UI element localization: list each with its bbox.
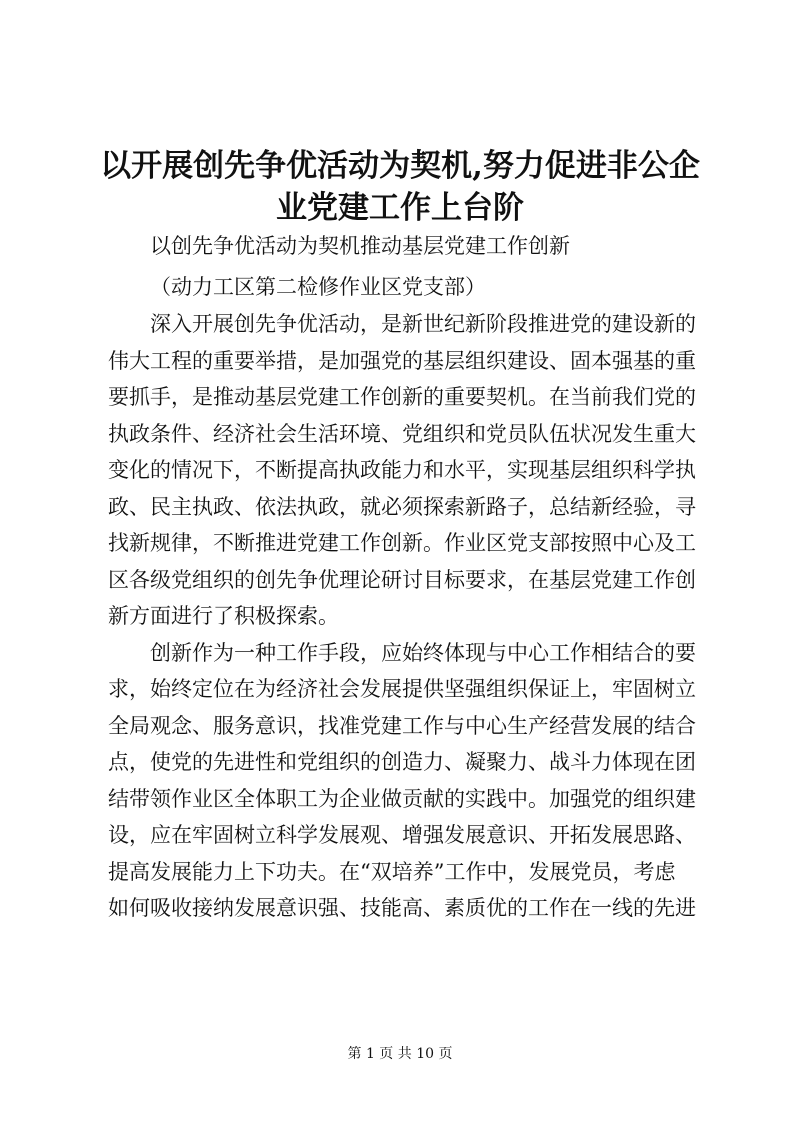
body-line: 新方面进行了积极探索。 [108,604,339,628]
body-line: 结带领作业区全体职工为企业做贡献的实践中。加强党的组织建 [108,786,696,811]
author-unit: （动力工区第二检修作业区党支部） [150,275,486,299]
document-title [60,145,740,229]
body-line: 求，始终定位在为经济社会发展提供坚强组织保证上，牢固树立 [108,677,696,701]
body-line: 伟大工程的重要举措，是加强党的基层组织建设、固本强基的重 [108,348,696,373]
title-line: 业党建工作上台阶 [276,190,524,226]
body-line: 创新作为一种工作手段，应始终体现与中心工作相结合的要 [150,640,696,665]
body-line: 找新规律，不断推进党建工作创新。作业区党支部按照中心及工 [108,531,696,555]
body-text [108,306,708,927]
document-subtitle: 以创先争优活动为契机推动基层党建工作创新 [150,234,570,258]
body-line: 如何吸收接纳发展意识强、技能高、素质优的工作在一线的先进 [108,896,696,920]
body-line: 深入开展创先争优活动，是新世纪新阶段推进党的建设新的 [150,312,696,336]
page-footer: 第 1 页 共 10 页 [347,1046,453,1062]
body-line: 点，使党的先进性和党组织的创造力、凝聚力、战斗力体现在团 [108,750,696,774]
body-line: 执政条件、经济社会生活环境、党组织和党员队伍状况发生重大 [108,421,696,446]
body-line: 变化的情况下，不断提高执政能力和水平，实现基层组织科学执 [108,458,696,482]
title-line: 以开展创先争优活动为契机,努力促进非公企 [100,148,700,184]
body-line: 提高发展能力上下功夫。在“双培养”工作中，发展党员，考虑 [108,859,676,884]
body-line: 全局观念、服务意识，找准党建工作与中心生产经营发展的结合 [108,713,696,738]
body-line: 要抓手，是推动基层党建工作创新的重要契机。在当前我们党的 [108,385,696,409]
body-line: 政、民主执政、依法执政，就必须探索新路子，总结新经验，寻 [108,494,696,519]
body-line: 设，应在牢固树立科学发展观、增强发展意识、开拓发展思路、 [108,823,696,847]
body-line: 区各级党组织的创先争优理论研讨目标要求，在基层党建工作创 [108,567,696,592]
